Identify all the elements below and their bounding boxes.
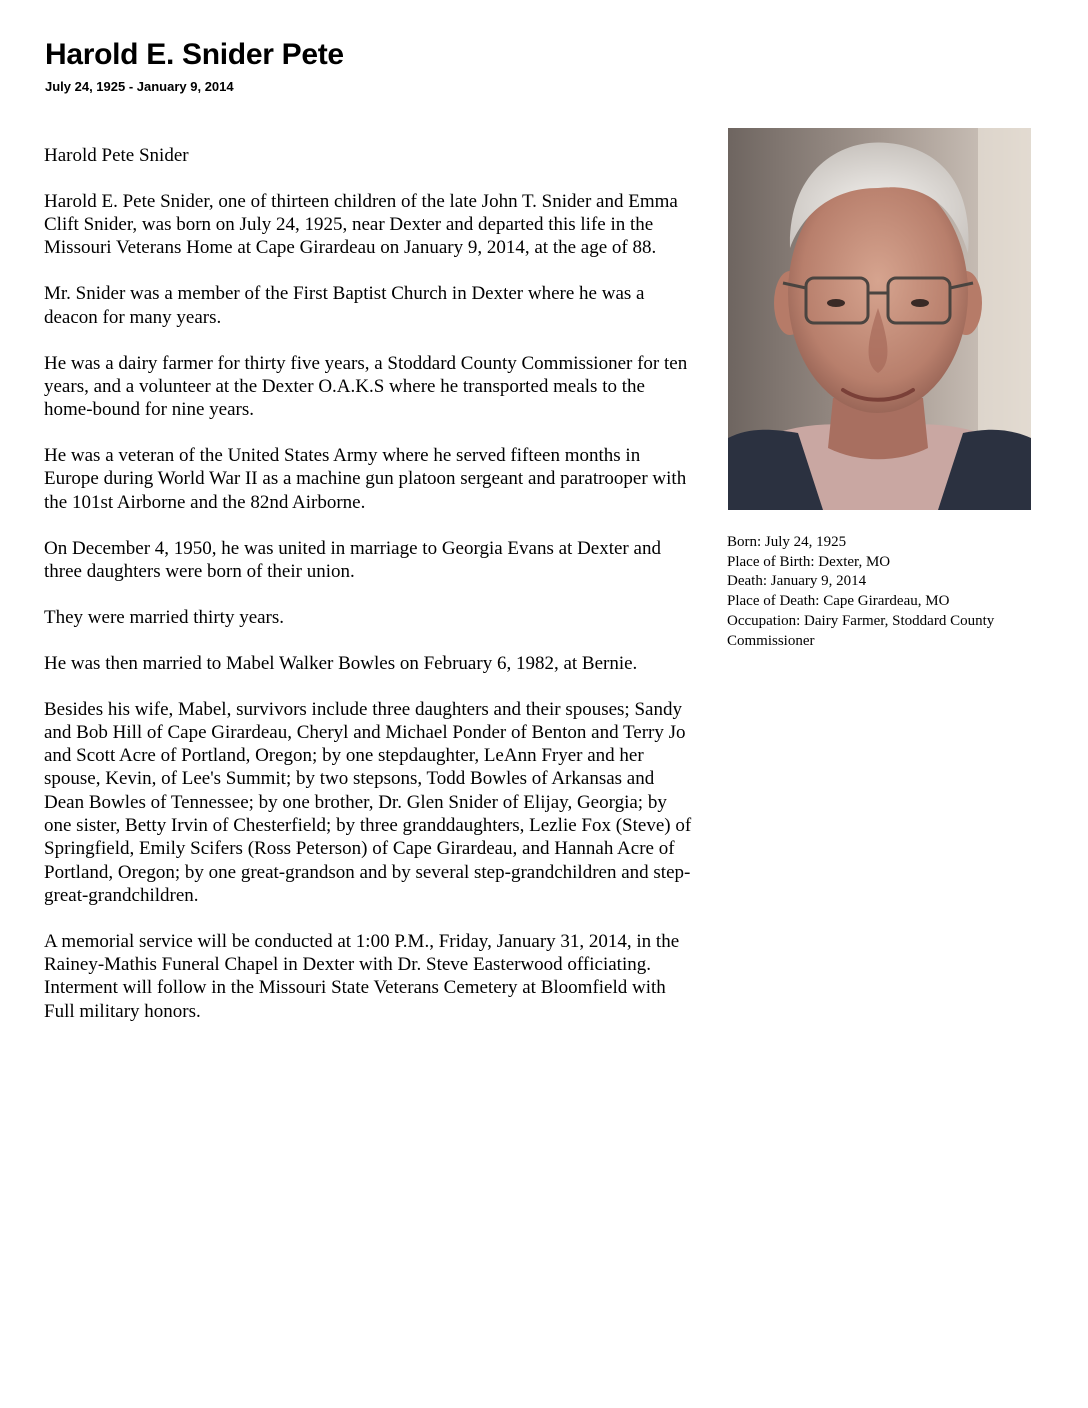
obituary-paragraph: Harold E. Pete Snider, one of thirteen children of the late John T. Snider and Emma Clift Snider, was born on July 24, 1925, near Dexter and departed this life in the Missouri Veterans Home at Cape Girardeau on January 9, 2014, at the age of 88.: [44, 190, 678, 259]
obituary-text: [44, 144, 694, 1046]
page-title: Harold E. Snider Pete: [45, 38, 344, 71]
vital-facts: [727, 533, 1072, 651]
life-dates: July 24, 1925 - January 9, 2014: [45, 79, 234, 94]
obituary-paragraph: A memorial service will be conducted at 1:00 P.M., Friday, January 31, 2014, in the Rainey-Mathis Funeral Chapel in Dexter with Dr. Steve Easterwood officiating. Interment will follow in the Missouri State Veterans Cemetery at Bloomfield with Full military honors.: [44, 930, 680, 1022]
obituary-paragraph: He was a dairy farmer for thirty five years, a Stoddard County Commissioner for ten years, and a volunteer at the Dexter O.A.K.S where he transported meals to the home-bound for nine years.: [44, 352, 688, 421]
obituary-paragraph: Besides his wife, Mabel, survivors include three daughters and their spouses; Sandy and Bob Hill of Cape Girardeau, Cheryl and Michael Ponder of Benton and Terry Jo and Scott Acre of Portland, Oregon; by one stepdaughter, LeAnn Fryer and her spouse, Kevin, of Lee's Summit; by two stepsons, Todd Bowles of Arkansas and Dean Bowles of Tennessee; by one brother, Dr. Glen Snider of Elijay, Georgia; by one sister, Betty Irvin of Chesterfield; by three granddaughters, Lezlie Fox (Steve) of Springfield, Emily Scifers (Ross Peterson) of Cape Girardeau, and Hannah Acre of Portland, Oregon; by one great-grandson and by several step-grandchildren and step-great-grandchildren.: [44, 698, 692, 906]
death-fact: Death: January 9, 2014: [727, 573, 867, 590]
portrait-photo: [728, 128, 1031, 510]
place-of-death-fact: Place of Death: Cape Girardeau, MO: [727, 593, 950, 610]
obituary-paragraph: Mr. Snider was a member of the First Baptist Church in Dexter where he was a deacon for many years.: [44, 283, 645, 328]
born-fact: Born: July 24, 1925: [727, 534, 847, 550]
obituary-paragraph: On December 4, 1950, he was united in marriage to Georgia Evans at Dexter and three daughters were born of their union.: [44, 537, 661, 582]
obituary-heading: Harold Pete Snider: [44, 145, 189, 166]
obituary-paragraph: He was then married to Mabel Walker Bowles on February 6, 1982, at Bernie.: [44, 652, 638, 674]
obituary-paragraph: They were married thirty years.: [44, 606, 285, 628]
occupation-fact: Occupation: Dairy Farmer, Stoddard County Commissioner: [727, 612, 995, 649]
obituary-paragraph: He was a veteran of the United States Army where he served fifteen months in Europe during World War II as a machine gun platoon sergeant and paratrooper with the 101st Airborne and the 82nd Airborne.: [44, 445, 687, 513]
place-of-birth-fact: Place of Birth: Dexter, MO: [727, 553, 891, 570]
